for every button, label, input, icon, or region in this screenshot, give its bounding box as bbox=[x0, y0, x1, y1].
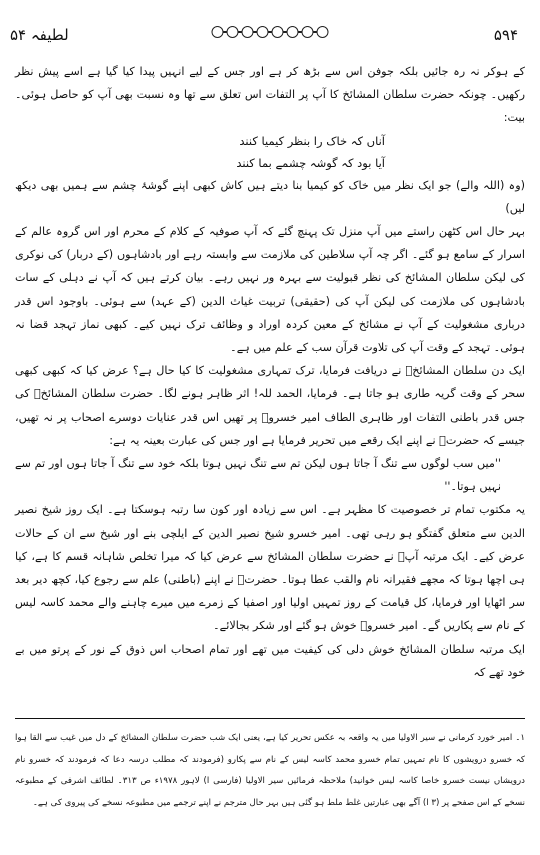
verse-translation: (وہ (اللہ والے) جو ایک نظر میں خاک کو کیمیا بنا دیتے ہیں کاش کبھی اپنے گوشۂ چشم سے ہمیں بھی دیکھ لیں) bbox=[15, 178, 525, 215]
ornament-ring-icon bbox=[287, 26, 299, 38]
ornament-ring-icon bbox=[257, 26, 269, 38]
paragraph: بہر حال اس کٹھن راستے میں آپ منزل تک پہنچ گئے کہ آپ صوفیہ کے کلام کے محرم اور اس گروہ عالم کے اسرار کے سامع ہو گئے۔ اگر چہ آپ سلاطین کی ملازمت سے وابستہ رہے اور بادشاہوں (کے دربار) کی نوکری کی لیکن سلطان المشائخ کی نظر قبولیت سے بہرہ ور نہیں رہے۔ بیان کرتے ہیں کہ آپ نے دہلی کے سات بادشاہوں کی ملازمت کی لیکن آپ کی (حقیقی) تربیت غیاث الدین (کے عہد) سے ہوئی۔ باوجود اس قدر درباری مشغولیت کے آپ نے مشائخ کے معین کردہ اوراد و وظائف ترک نہیں کیے۔ کبھی نماز تہجد قضا نہ ہوئی۔ تہجد کے وقت آپ کی تلاوت قرآن سب کے علم میں ہے۔ bbox=[15, 225, 525, 355]
paragraph: کے ہوکر نہ رہ جائیں بلکہ جوفن اس سے بڑھ کر ہے اور جس کے لیے انہیں پیدا کیا گیا ہے اسے پیش نظر رکھیں۔ چونکہ حضرت سلطان المشائخ کا آپ پر التفات اس تعلق سے تھا وہ نسبت بھی آپ کو حاصل ہوئی۔ بیت: bbox=[15, 65, 525, 125]
paragraph: ایک مرتبہ سلطان المشائخ خوش دلی کی کیفیت میں تھے اور تمام اصحاب اس ذوق کے نور کے پرتو میں بے خود تھے کہ bbox=[15, 642, 525, 679]
ornament-ring-icon bbox=[242, 26, 254, 38]
paragraph: ایک دن سلطان المشائخؒ نے دریافت فرمایا، ترک تمہاری مشغولیت کا کیا حال ہے؟ عرض کیا کہ کبھی کبھی سحر کے وقت گریہ طاری ہو جاتا ہے۔ فرمایا، الحمد للہ! اثر ظاہر ہونے لگا۔ حضرت سلطان المشائخؒ کی جس قدر باطنی التفات اور ظاہری الطاف امیر خسروؒ پر تھیں اس قدر عنایات دوسرے اصحاب پر نہ تھیں، جیسے کہ حضرتؒ نے اپنے ایک رقعے میں تحریر فرمایا ہے اور جس کی عبارت بعینہ یہ ہے: bbox=[15, 364, 525, 447]
ornament-ring-icon bbox=[317, 26, 329, 38]
page-title: لطیفہ ۵۴ bbox=[10, 26, 69, 44]
verse-line: آیا بود کہ گوشہ چشمے بما کنند bbox=[236, 155, 385, 170]
footnote: ۱۔ امیر خورد کرمانی نے سیر الاولیا میں یہ واقعہ بہ عکس تحریر کیا ہے، یعنی ایک شب حضرت سلطان المشائخ کے دل میں غیب سے القا ہوا کہ خسرو درویشوں کا نام تمہیں تمام خسرو محمد کاسہ لیس کے نام سے پکارو (فرمودند کہ مطلب درسہ دعا کہ فرمودند کہ خسرو نام درویشاں نیست خسرو خاصا کاسہ لیس خوانید) ملاحظہ فرمائیں سیر الاولیا (فارسی ا) لاہور ۱۹۷۸ء ص ۳۱۳۔ لطائف اشرفی کے مطبوعہ نسخے کے اس صفحے پر (۳ ا) آگے بھی عبارتیں غلط ملط ہو گئی ہیں بہر حال مترجم نے اپنے ترجمے میں مطبوعہ نسخے کی پیروی کی ہے۔ bbox=[15, 733, 525, 808]
paragraph: یہ مکتوب تمام تر خصوصیت کا مظہر ہے۔ اس سے زیادہ اور کون سا رتبہ ہوسکتا ہے۔ ایک روز شیخ نصیر الدین سے متعلق گفتگو ہو رہی تھی۔ امیر خسرو شیخ نصیر الدین کے ایلچی بنے اور شیخ سے ان کے حالات عرض کیے۔ ایک مرتبہ آپؒ نے حضرت سلطان المشائخ سے عرض کیا کہ میرا تخلص شاہانہ قسم کا ہے، کیا ہی اچھا ہوتا کہ مجھے فقیرانہ نام والقب عطا ہوتا۔ حضرتؒ نے اپنے (باطنی) علم سے رجوع کیا، کچھ دیر بعد سر اٹھایا اور فرمایا، کل قیامت کے روز تمہیں اولیا اور اصفیا کے زمرے میں میرے چاہنے والے محمد کاسہ لیس کے نام سے پکاریں گے۔ امیر خسروؒ خوش ہو گئے اور شکر بجالائے۔ bbox=[15, 503, 525, 633]
ornament-ring-icon bbox=[302, 26, 314, 38]
main-text bbox=[15, 60, 525, 684]
verse-line: آناں کہ خاک را بنظر کیمیا کنند bbox=[239, 133, 385, 148]
quoted-letter: ''میں سب لوگوں سے تنگ آ جاتا ہوں لیکن تم سے تنگ نہیں ہوتا بلکہ خود سے تنگ آ جاتا ہوں اور تم سے نہیں ہوتا۔'' bbox=[15, 457, 501, 494]
persian-verse bbox=[15, 130, 525, 174]
ornament-ring-icon bbox=[227, 26, 239, 38]
ornament-ring-icon bbox=[272, 26, 284, 38]
ornament-ring-icon bbox=[212, 26, 224, 38]
page-number: ۵۹۴ bbox=[493, 26, 518, 44]
footnote-divider bbox=[15, 718, 525, 719]
page-header bbox=[10, 26, 530, 56]
ornament-divider bbox=[212, 26, 329, 38]
